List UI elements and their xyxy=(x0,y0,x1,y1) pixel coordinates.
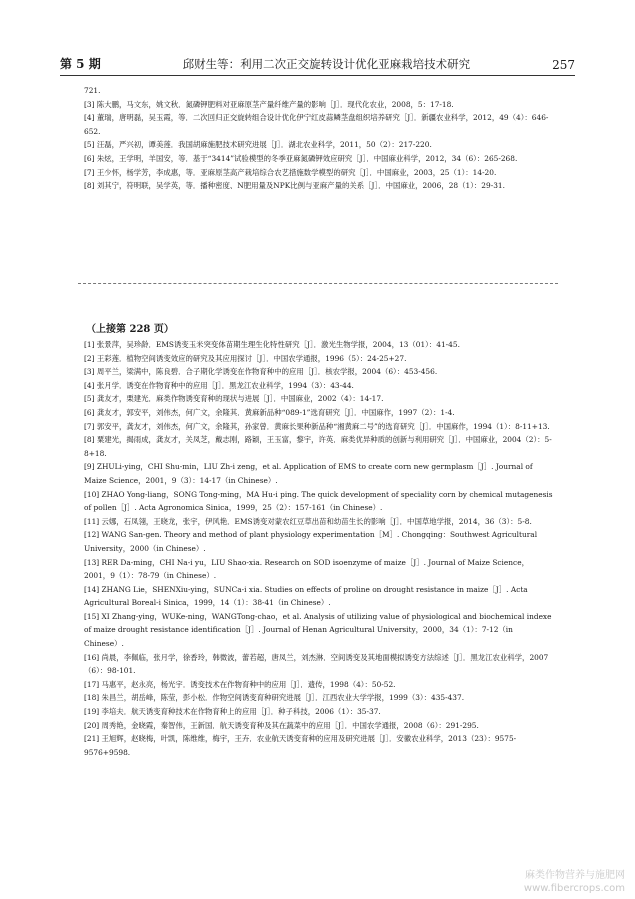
reference-item: [15] XI Zhang-ying，WUKe-ning，WANGTong-chao，et al. Analysis of utilizing value of physiological and biochemical indexe of maize drought resistance identification［J］. Journal of Henan Agricultural University，2000，34（1）：7-12（in Chinese）. xyxy=(84,611,552,649)
reference-item: [3] 周平兰，梁满中，陈良碧．合子期化学诱变在作物育种中的应用［J］．核农学报，2004（6）：453-456. xyxy=(84,367,438,377)
continued-from-label: （上接第 228 页） xyxy=(86,324,174,335)
reference-item: [12] WANG San-gen. Theory and method of plant physiology experimentation［M］. Chongqing：Southwest Agricultural University，2000（in Chinese）. xyxy=(84,530,538,553)
reference-item: [17] 马惠平，赵永亮，杨光宇．诱变技术在作物育种中的应用［J］．遗传，1998（4）：50-52. xyxy=(84,679,396,689)
reference-item: [5] 龚友才，栗建光．麻类作物诱变育种的现状与进展［J］．中国麻业，2002（4）：14-17. xyxy=(84,394,384,404)
page-header xyxy=(60,50,575,76)
reference-item: [21] 王旭辉，赵晓梅，叶凯，陈维维，梅宇，王卉．农业航天诱变育种的应用及研究进展［J］．安徽农业科学，2013（23）：9575-9576+9598. xyxy=(84,734,517,757)
reference-item: [7] 郭安平，龚友才，刘伟杰，何广文，余隆其，孙家曾．黄麻长果种新品种“湘黄麻二号”的选育研究［J］．中国麻作，1994（1）：8-11+13. xyxy=(84,421,550,431)
running-title: 邱财生等：利用二次正交旋转设计优化亚麻栽培技术研究 xyxy=(182,57,471,71)
site-watermark xyxy=(524,869,625,895)
reference-item: [19] 李培夫．航天诱变育种技术在作物育种上的应用［J］．种子科技，2006（1）：35-37. xyxy=(84,707,381,717)
reference-item: [2] 王彩莲．植物空间诱变效应的研究及其应用探讨［J］．中国农学通报，1996（5）：24-25+27. xyxy=(84,353,407,363)
issue-number: 第 5 期 xyxy=(60,57,101,71)
reference-item: [7] 王少怀，杨学芳，李成惠，等．亚麻原茎高产栽培综合农艺措施数学模型的研究［J］．中国麻业，2003，25（1）：14-20. xyxy=(84,167,497,177)
reference-item: [18] 朱昌兰，胡岳峰，陈莹，彭小松．作物空间诱变育种研究进展［J］．江西农业大学学报，1999（3）：435-437. xyxy=(84,693,465,703)
reference-item: [10] ZHAO Yong-liang，SONG Tong-ming，MA Hu-i ping. The quick development of speciality corn by chemical mutagenesis of pollen［J］. Acta Agronomica Sinica，1999，25（2）：157-161（in Chinese）. xyxy=(84,489,553,513)
reference-item: [13] RER Da-ming，CHI Na-i yu，LIU Shao-xia. Research on SOD isoenzyme of maize［J］. Journal of Maize Science，2001，9（1）：78-79（in Chinese）. xyxy=(84,557,529,581)
reference-item: [16] 尚晨，李佩临，张月学，徐香玲，韩微波，蕾若超，唐凤兰，刘杰淋．空间诱变及其地面模拟诱变方法综述［J］．黑龙江农业科学，2007（6）：98-101. xyxy=(84,652,549,676)
reference-item: [9] ZHULi-ying，CHI Shu-min，LIU Zh-i zeng，et al. Application of EMS to create corn new germplasm［J］. Journal of Maize Science，2001，9（3）：14-17（in Chinese）. xyxy=(84,462,533,485)
reference-item: [14] ZHANG Lie，SHENXiu-ying，SUNCa-i xia. Studies on effects of proline on drought resistance in maize［J］. Acta Agricultural Boreal-i Sinica，1999，14（1）：38-41（in Chinese）. xyxy=(84,584,528,608)
reference-item: [6] 龚友才，郭安平，刘伟杰，何广文，余隆其．黄麻新品种“089-1”选育研究［J］．中国麻作，1997（2）：1-4. xyxy=(84,407,455,417)
reference-item: [4] 张月学．诱变在作物育种中的应用［J］．黑龙江农业科学，1994（3）：43-44. xyxy=(84,380,354,390)
reference-item: [20] 周秀艳，金晓霞，秦智伟，王新国．航天诱变育种及其在蔬菜中的应用［J］．中国农学通报，2008（6）：291-295. xyxy=(84,720,479,730)
watermark-url: www.fibercrops.com xyxy=(523,883,625,894)
watermark-title: 麻类作物营养与施肥网 xyxy=(525,870,625,881)
reference-item: 721. xyxy=(84,86,101,95)
reference-list-top xyxy=(84,84,554,193)
page-number: 257 xyxy=(552,58,575,72)
reference-item: [1] 张景萍，吴珍龄．EMS诱变玉米突变体苗期生理生化特性研究［J］．激光生物学报，2004，13（01）：41-45. xyxy=(84,340,460,349)
reference-item: [4] 董瑞，唐明磊，吴玉霞，等．二次回归正交旋转组合设计优化伊宁红皮蒜鳞茎盘组织培养研究［J］．新疆农业科学，2012，49（4）：646-652. xyxy=(84,113,549,136)
reference-list-bottom xyxy=(84,338,554,759)
reference-item: [6] 朱炫，王学明，羊国安，等．基于“3414”试验模型的冬季亚麻氮磷钾效应研究［J］．中国麻业科学，2012，34（6）：265-268. xyxy=(84,153,518,163)
reference-item: [8] 粟建光，揭雨成，龚友才，关凤芝，戴志刚，路颖，王玉富，黎宇，许英．麻类优异种质的创新与利用研究［J］．中国麻业，2004（2）：5-8+18. xyxy=(84,435,552,458)
reference-item: [5] 汪磊，严兴初，谭美莲．我国胡麻施肥技术研究进展［J］．湖北农业科学，2011，50（2）：217-220. xyxy=(84,140,432,150)
reference-item: [8] 刘其宁，符明联，吴学英，等．播种密度、N肥用量及NPK比例与亚麻产量的关系［J］．中国麻业，2006，28（1）：29-31. xyxy=(84,181,505,191)
section-divider xyxy=(78,283,558,284)
reference-item: [11] 云娜，石凤翎，王晓龙，张宇，伊风艳．EMS诱变对蒙农红豆草出苗和幼苗生长的影响［J］．中国草地学报，2014，36（3）：5-8. xyxy=(84,516,532,526)
reference-item: [3] 陈大鹏，马文东，姚文秋．氮磷钾肥料对亚麻原茎产量纤维产量的影响［J］．现代化农业，2008，5：17-18. xyxy=(84,99,454,109)
